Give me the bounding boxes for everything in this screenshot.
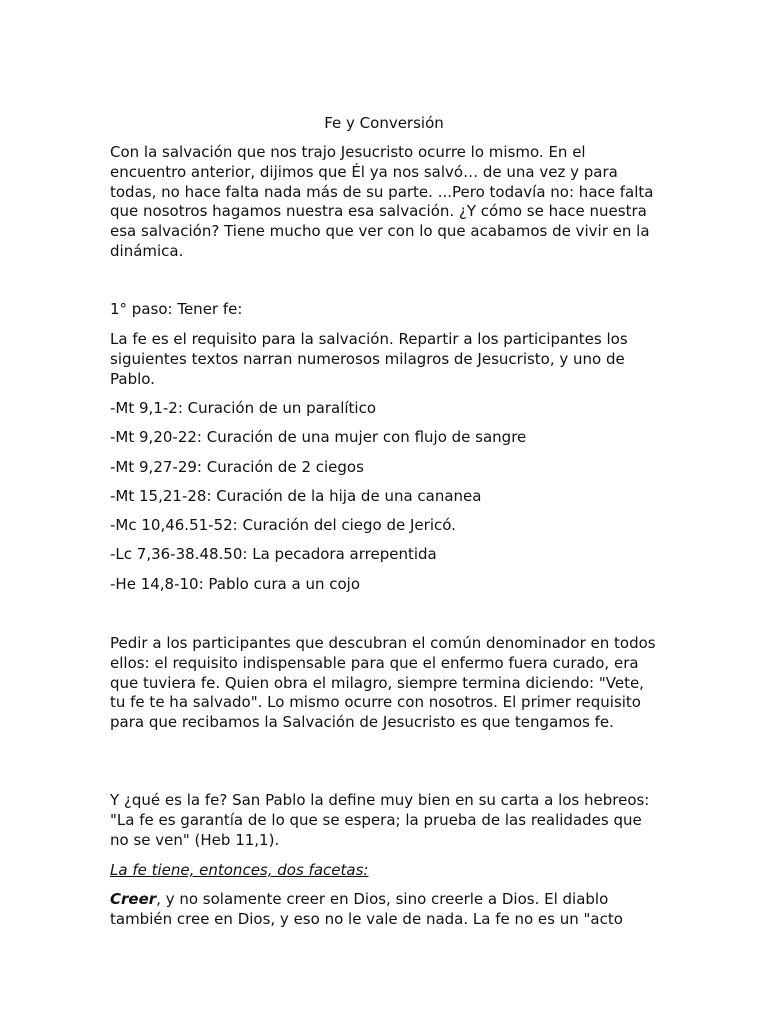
reference-item: -Mt 9,20-22: Curación de una mujer con flujo de sangre (110, 428, 527, 446)
reference-item: -Mt 15,21-28: Curación de la hija de una cananea (110, 487, 482, 505)
document-title: Fe y Conversión (324, 114, 444, 132)
believe-text: , y no solamente creer en Dios, sino creerle a Dios. El diablo también cree en Dios, y eso no le vale de nada. La fe no es un "acto (110, 890, 623, 928)
believe-paragraph (110, 890, 658, 930)
step1-paragraph: La fe es el requisito para la salvación. Repartir a los participantes los siguientes textos narran numerosos milagros de Jesucristo, y uno de Pablo. (110, 330, 628, 388)
reference-item: -Mc 10,46.51-52: Curación del ciego de Jericó. (110, 516, 456, 534)
reference-item: -Mt 9,1-2: Curación de un paralítico (110, 399, 377, 417)
reference-item: -Lc 7,36-38.48.50: La pecadora arrepentida (110, 545, 437, 563)
believe-word: Creer (110, 890, 157, 908)
common-denominator-paragraph: Pedir a los participantes que descubran el común denominador en todos ellos: el requisito indispensable para que el enfermo fuera curado, era que tuviera fe. Quien obra el milagro, siempre termina diciendo: "Vete, tu fe te ha salvado". Lo mismo ocurre con nosotros. El primer requisito para que recibamos la Salvación de Jesucristo es que tengamos fe. (110, 634, 656, 732)
intro-paragraph: Con la salvación que nos trajo Jesucristo ocurre lo mismo. En el encuentro anterior, dijimos que Él ya nos salvó… de una vez y para todas, no hace falta nada más de su parte. ...Pero todavía no: hace falta que nosotros hagamos nuestra esa salvación. ¿Y cómo se hace nuestra esa salvación? Tiene mucho que ver con lo que acabamos de vivir en la dinámica. (110, 143, 654, 260)
reference-item: -He 14,8-10: Pablo cura a un cojo (110, 575, 360, 593)
facets-heading: La fe tiene, entonces, dos facetas: (110, 861, 369, 879)
what-is-faith-paragraph: Y ¿qué es la fe? San Pablo la define muy bien en su carta a los hebreos: "La fe es garantía de lo que se espera; la prueba de las realidades que no se ven" (Heb 11,1). (110, 791, 650, 849)
step1-heading: 1° paso: Tener fe: (110, 300, 243, 318)
reference-item: -Mt 9,27-29: Curación de 2 ciegos (110, 458, 364, 476)
